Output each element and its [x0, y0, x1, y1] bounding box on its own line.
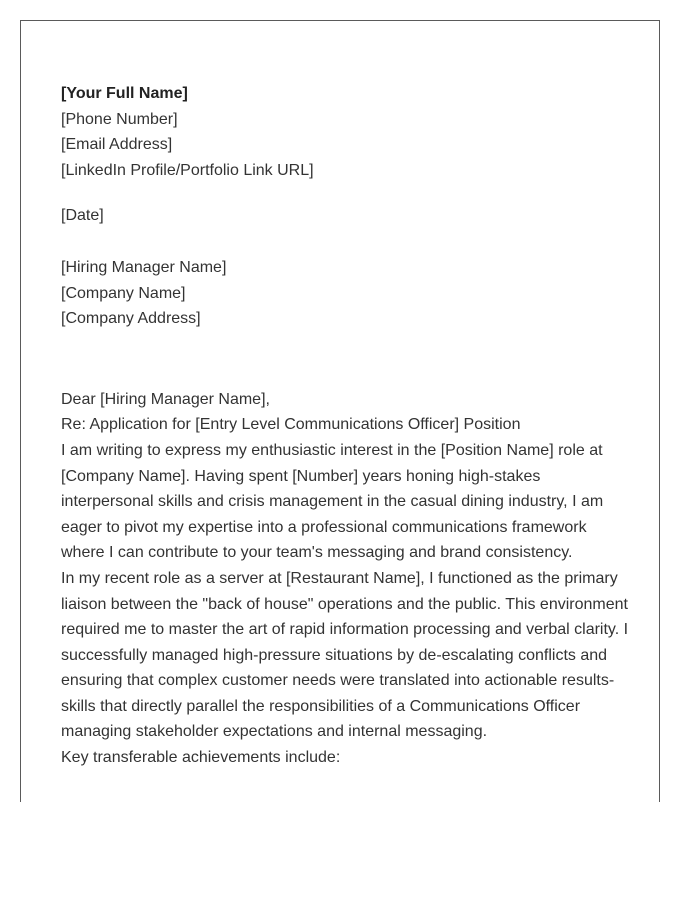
letter-body	[61, 81, 631, 771]
sender-full-name: [Your Full Name]	[61, 85, 188, 102]
sender-phone: [Phone Number]	[61, 110, 178, 128]
sender-link: [LinkedIn Profile/Portfolio Link URL]	[61, 161, 314, 179]
sender-email: [Email Address]	[61, 136, 173, 154]
subject-line: Re: Application for [Entry Level Communications Officer] Position	[61, 416, 521, 434]
paragraph-experience: In my recent role as a server at [Restaurant Name], I functioned as the primary liaison between the "back of house" operations and the public. This environment required me to master the art of rapid information processing and verbal clarity. I successfully managed high-pressure situations by de-escalating conflicts and ensuring that complex customer needs were translated into actionable results-skills that directly parallel the responsibilities of a Communications Officer managing stakeholder expectations and internal messaging.	[61, 569, 629, 741]
recipient-block	[61, 255, 631, 332]
paragraph-intro: I am writing to express my enthusiastic interest in the [Position Name] role at [Company Name]. Having spent [Number] years honing high-stakes interpersonal skills and crisis management in the casual dining industry, I am eager to pivot my expertise into a professional communications framework where I can contribute to your team's messaging and brand consistency.	[61, 441, 604, 562]
letter-date: [Date]	[61, 207, 104, 225]
recipient-company-address: [Company Address]	[61, 310, 201, 328]
sender-block	[61, 81, 631, 183]
document-page	[20, 20, 660, 802]
achievements-intro: Key transferable achievements include:	[61, 749, 341, 767]
recipient-manager-name: [Hiring Manager Name]	[61, 258, 227, 276]
salutation: Dear [Hiring Manager Name],	[61, 390, 270, 408]
recipient-company-name: [Company Name]	[61, 284, 186, 302]
